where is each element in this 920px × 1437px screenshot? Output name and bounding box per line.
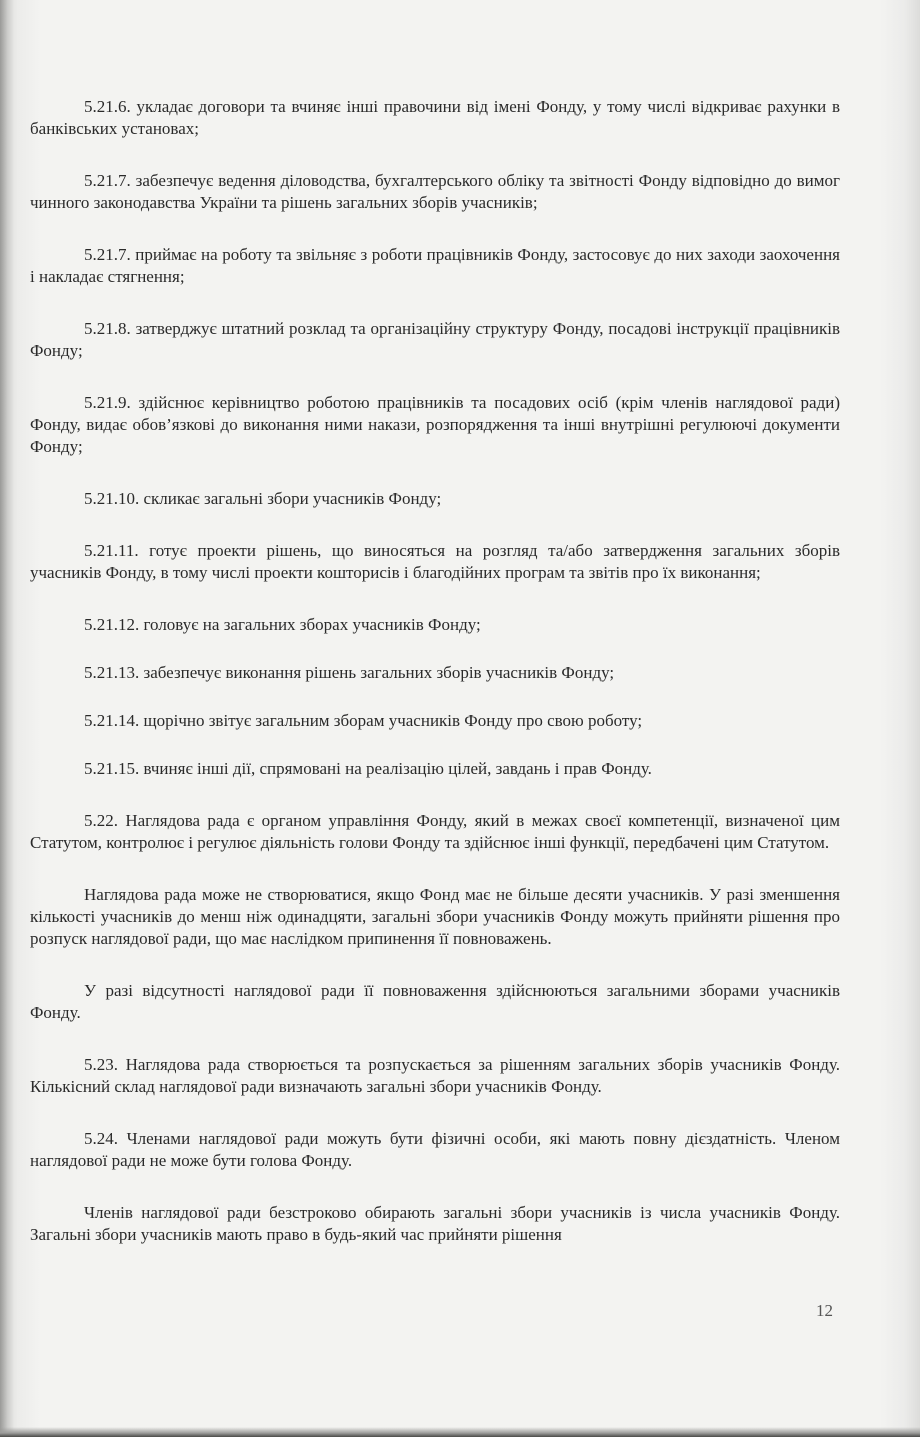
paragraph-5-21-15: 5.21.15. вчиняє інші дії, спрямовані на реалізацію цілей, завдань і прав Фонду. — [84, 759, 652, 778]
paragraph-5-21-6: 5.21.6. укладає договори та вчиняє інші правочини від імені Фонду, у тому числі відкриває рахунки в банківських установах; — [30, 97, 840, 138]
paragraph-5-21-7-accounting: 5.21.7. забезпечує ведення діловодства, бухгалтерського обліку та звітності Фонду відповідно до вимог чинного законодавства України та рішень загальних зборів учасників; — [30, 171, 840, 212]
paragraph-5-21-14: 5.21.14. щорічно звітує загальним зборам учасників Фонду про свою роботу; — [84, 711, 643, 730]
paragraph-5-24: 5.24. Членами наглядової ради можуть бути фізичні особи, які мають повну дієздатність. Членом наглядової ради не може бути голова Фонду. — [30, 1129, 840, 1170]
paragraph-5-21-12: 5.21.12. головує на загальних зборах учасників Фонду; — [84, 615, 481, 634]
paragraph-board-members-election: Членів наглядової ради безстроково обирають загальні збори учасників із числа учасників Фонду. Загальні збори учасників мають право в будь-який час прийняти рішення — [30, 1203, 840, 1244]
scan-bottom-edge — [0, 1427, 920, 1437]
scan-edge-shadow — [0, 0, 14, 1437]
paragraph-5-22: 5.22. Наглядова рада є органом управління Фонду, який в межах своєї компетенції, визначеної цим Статутом, контролює і регулює діяльність голови Фонду та здійснює інші функції, передбачені цим Статутом. — [30, 811, 840, 852]
paragraph-5-21-8: 5.21.8. затверджує штатний розклад та організаційну структуру Фонду, посадові інструкції працівників Фонду; — [30, 319, 840, 360]
paragraph-5-21-10: 5.21.10. скликає загальні збори учасників Фонду; — [84, 489, 442, 508]
paragraph-supervisory-board-optional: Наглядова рада може не створюватися, якщо Фонд має не більше десяти учасників. У разі зменшення кількості учасників до менш ніж одинадцяти, загальні збори учасників Фонду можуть прийняти рішення про розпуск наглядової ради, що має наслідком припинення її повноважень. — [30, 885, 840, 948]
paragraph-5-21-9: 5.21.9. здійснює керівництво роботою працівників та посадових осіб (крім членів наглядової ради) Фонду, видає обов’язкові до виконання ними накази, розпорядження та інші внутрішні регулюючі документи Фонду; — [30, 393, 840, 456]
paragraph-5-21-13: 5.21.13. забезпечує виконання рішень загальних зборів учасників Фонду; — [84, 663, 615, 682]
paragraph-5-21-7-hiring: 5.21.7. приймає на роботу та звільняє з роботи працівників Фонду, застосовує до них заходи заохочення і накладає стягнення; — [30, 245, 840, 286]
paragraph-no-supervisory-board: У разі відсутності наглядової ради її повноваження здійснюються загальними зборами учасників Фонду. — [30, 981, 840, 1022]
paragraph-5-23: 5.23. Наглядова рада створюється та розпускається за рішенням загальних зборів учасників Фонду. Кількісний склад наглядової ради визначають загальні збори учасників Фонду. — [30, 1055, 840, 1096]
page-number: 12 — [816, 1301, 833, 1320]
paragraph-5-21-11: 5.21.11. готує проекти рішень, що виносяться на розгляд та/або затвердження загальних зборів учасників Фонду, в тому числі проекти кошторисів і благодійних програм та звітів про їх виконання; — [30, 541, 840, 582]
document-body — [30, 96, 840, 1246]
